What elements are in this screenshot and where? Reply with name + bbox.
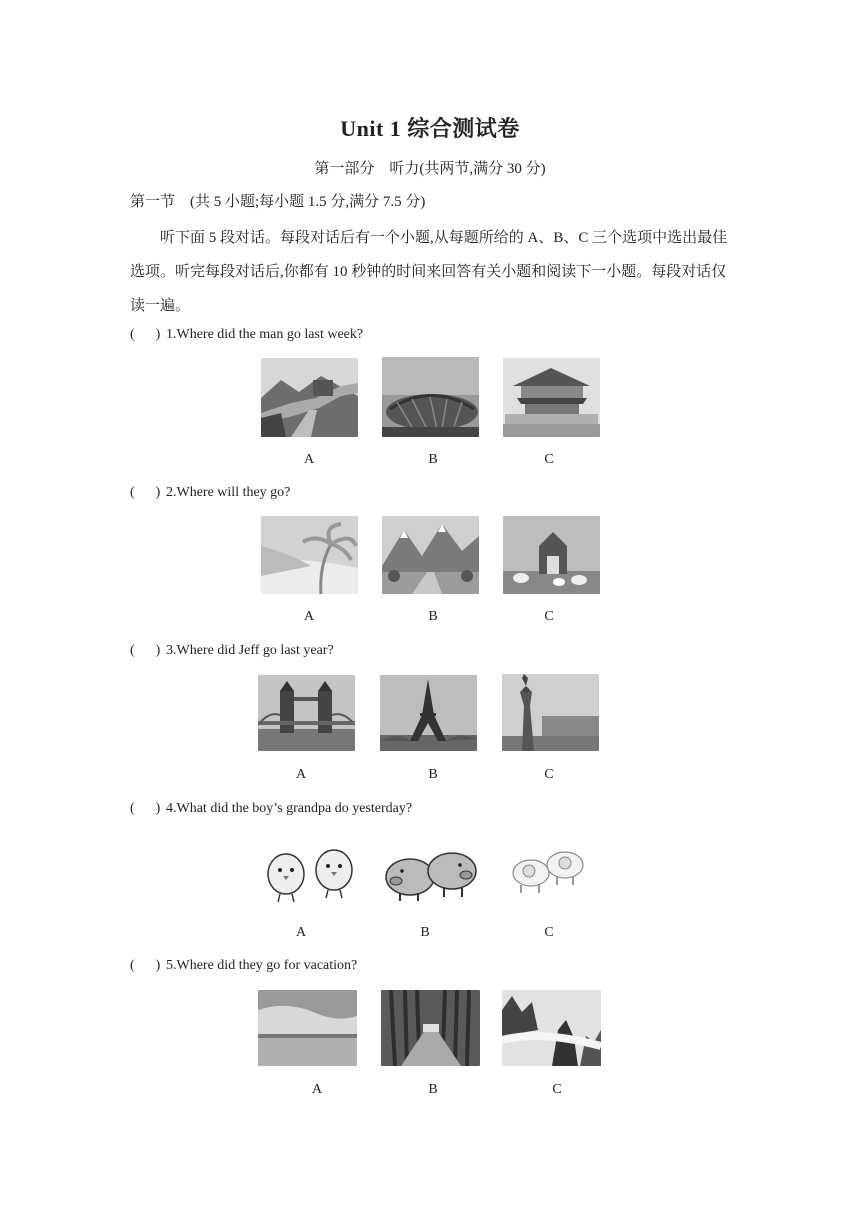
sea-and-sky-image (258, 990, 357, 1066)
option-label: A (295, 767, 307, 782)
question-text: 2.Where will they go? (166, 485, 291, 500)
pigs-image (382, 839, 479, 904)
forbidden-city-image (503, 358, 600, 437)
option-label: B (428, 609, 438, 624)
tower-bridge-image (258, 675, 355, 751)
question-text: 3.Where did Jeff go last year? (166, 643, 334, 658)
option-label: C (544, 767, 554, 782)
option-label: B (428, 452, 438, 467)
question-text: 1.Where did the man go last week? (166, 327, 364, 342)
answer-blank[interactable]: ( ) (130, 958, 161, 973)
option-label: A (295, 925, 307, 940)
beach-image (261, 516, 358, 594)
great-wall-image (261, 358, 358, 437)
misty-mountains-image (502, 990, 601, 1066)
sheep-image (507, 839, 587, 899)
chicks-image (262, 832, 359, 910)
question-1 (130, 327, 363, 343)
farm-image (503, 516, 600, 594)
question-text: 4.What did the boy’s grandpa do yesterday? (166, 801, 413, 816)
option-label: C (544, 609, 554, 624)
part-heading: 第一部分 听力(共两节,满分 30 分) (314, 161, 546, 177)
forest-road-image (381, 990, 480, 1066)
option-label: A (303, 609, 315, 624)
mountains-image (382, 516, 479, 594)
answer-blank[interactable]: ( ) (130, 801, 161, 816)
option-label: B (428, 1082, 438, 1097)
answer-blank[interactable]: ( ) (130, 643, 161, 658)
statue-of-liberty-image (502, 674, 599, 751)
answer-blank[interactable]: ( ) (130, 485, 161, 500)
option-label: B (420, 925, 430, 940)
option-label: C (552, 1082, 562, 1097)
question-4 (130, 801, 412, 817)
option-label: C (544, 925, 554, 940)
birds-nest-stadium-image (382, 357, 479, 437)
option-label: C (544, 452, 554, 467)
page-title: Unit 1 综合测试卷 (340, 116, 520, 141)
option-label: B (428, 767, 438, 782)
question-3 (130, 643, 334, 659)
answer-blank[interactable]: ( ) (130, 327, 161, 342)
option-label: A (311, 1082, 323, 1097)
option-label: A (303, 452, 315, 467)
question-2 (130, 485, 290, 501)
question-text: 5.Where did they go for vacation? (166, 958, 358, 973)
eiffel-tower-image (380, 675, 477, 751)
question-5 (130, 958, 357, 974)
instructions: 听下面 5 段对话。每段对话后有一个小题,从每题所给的 A、B、C 三个选项中选出最佳选项。听完每段对话后,你都有 10 秒钟的时间来回答有关小题和阅读下一小题。每段对话仅读一遍。 (130, 230, 728, 314)
section-heading: 第一节 (共 5 小题;每小题 1.5 分,满分 7.5 分) (130, 194, 426, 210)
